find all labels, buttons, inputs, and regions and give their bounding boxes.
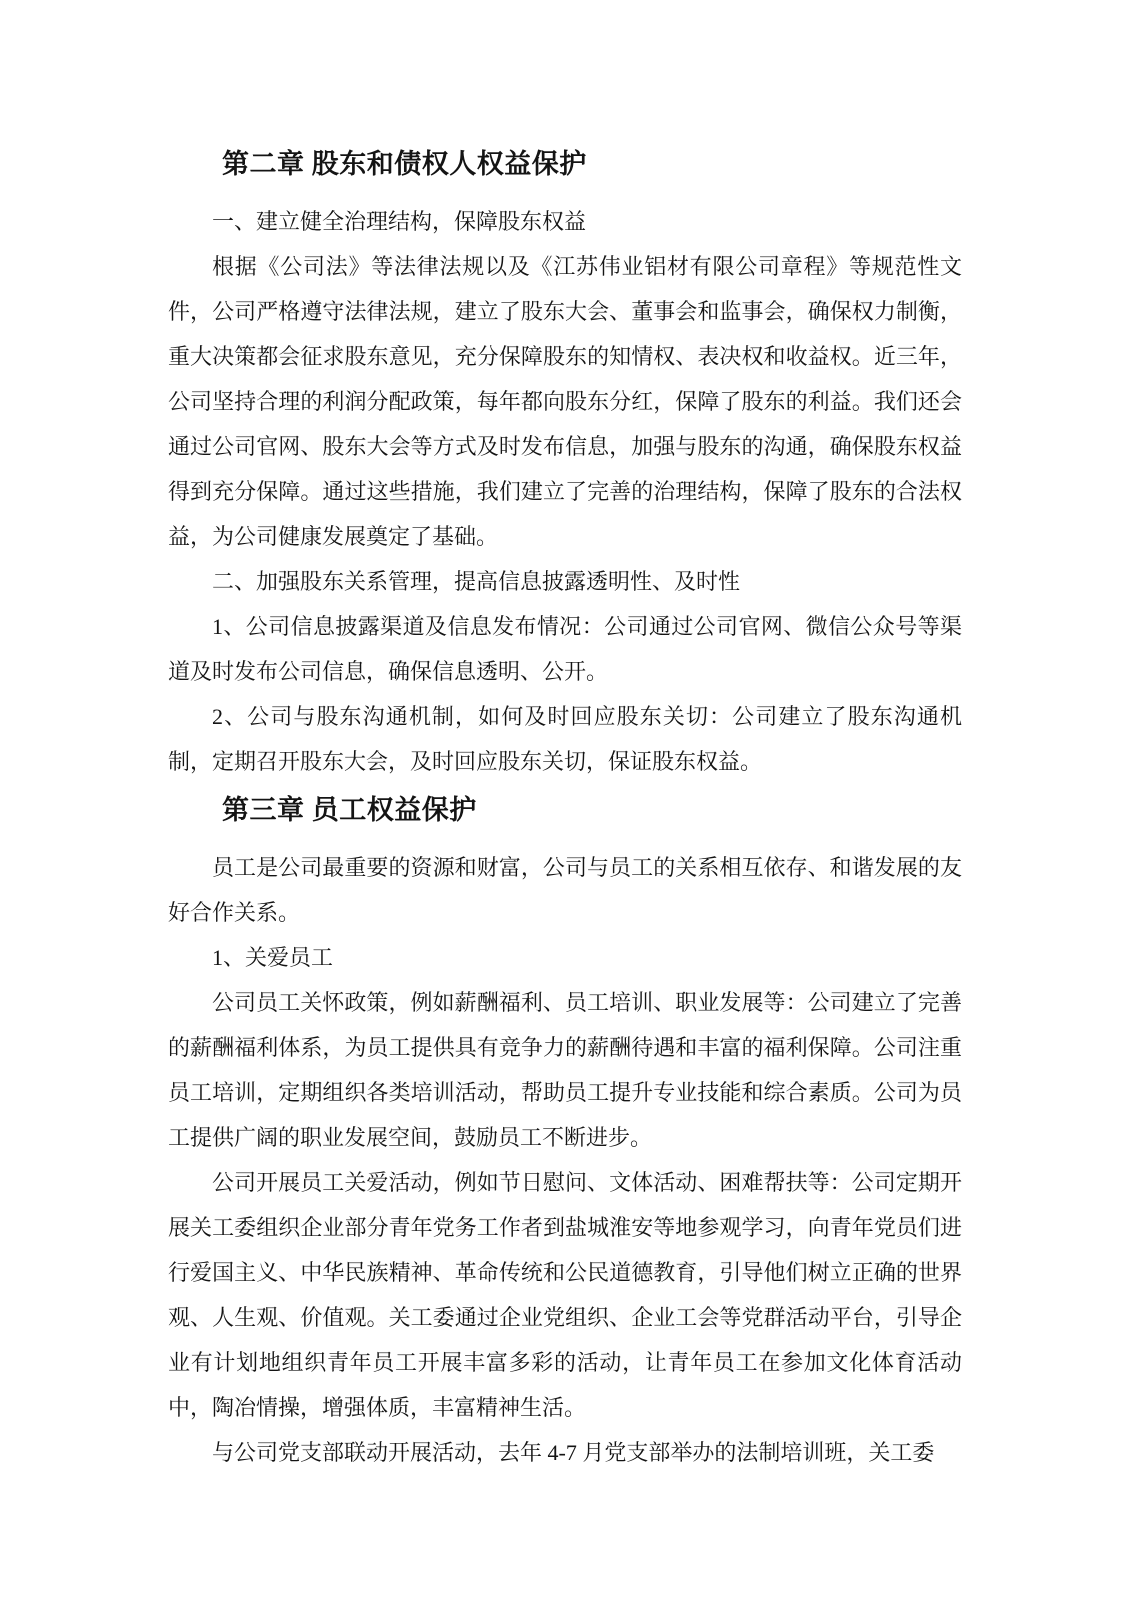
paragraph-section-2: 二、加强股东关系管理，提高信息披露透明性、及时性 [212,569,741,594]
paragraph-governance: 根据《公司法》等法律法规以及《江苏伟业铝材有限公司章程》等规范性文件，公司严格遵守法律法规，建立了股东大会、董事会和监事会，确保权力制衡，重大决策都会征求股东意见，充分保障股东的知情权、表决权和收益权。近三年，公司坚持合理的利润分配政策，每年都向股东分红，保障了股东的利益。我们还会通过公司官网、股东大会等方式及时发布信息，加强与股东的沟通，确保股东权益得到充分保障。通过这些措施，我们建立了完善的治理结构，保障了股东的合法权益，为公司健康发展奠定了基础。 [168,254,962,549]
paragraph-welfare: 公司员工关怀政策，例如薪酬福利、员工培训、职业发展等：公司建立了完善的薪酬福利体系，为员工提供具有竞争力的薪酬待遇和丰富的福利保障。公司注重员工培训，定期组织各类培训活动，帮助员工提升专业技能和综合素质。公司为员工提供广阔的职业发展空间，鼓励员工不断进步。 [168,990,962,1150]
chapter-2-heading: 第二章 股东和债权人权益保护 [222,149,587,179]
paragraph-communication: 2、公司与股东沟通机制，如何及时回应股东关切：公司建立了股东沟通机制，定期召开股东大会，及时回应股东关切，保证股东权益。 [168,704,962,774]
chapter-3-heading: 第三章 员工权益保护 [222,795,477,825]
paragraph-party-branch: 与公司党支部联动开展活动，去年 4-7 月党支部举办的法制培训班，关工委 [212,1440,935,1465]
paragraph-section-1: 一、建立健全治理结构，保障股东权益 [212,209,587,234]
paragraph-employee-intro: 员工是公司最重要的资源和财富，公司与员工的关系相互依存、和谐发展的友好合作关系。 [168,855,962,925]
paragraph-disclosure: 1、公司信息披露渠道及信息发布情况：公司通过公司官网、微信公众号等渠道及时发布公司信息，确保信息透明、公开。 [168,614,962,684]
paragraph-activities: 公司开展员工关爱活动，例如节日慰问、文体活动、困难帮扶等：公司定期开展关工委组织企业部分青年党务工作者到盐城淮安等地参观学习，向青年党员们进行爱国主义、中华民族精神、革命传统和公民道德教育，引导他们树立正确的世界观、人生观、价值观。关工委通过企业党组织、企业工会等党群活动平台，引导企业有计划地组织青年员工开展丰富多彩的活动，让青年员工在参加文化体育活动中，陶冶情操，增强体质，丰富精神生活。 [168,1170,962,1420]
paragraph-care-title: 1、关爱员工 [212,945,334,970]
